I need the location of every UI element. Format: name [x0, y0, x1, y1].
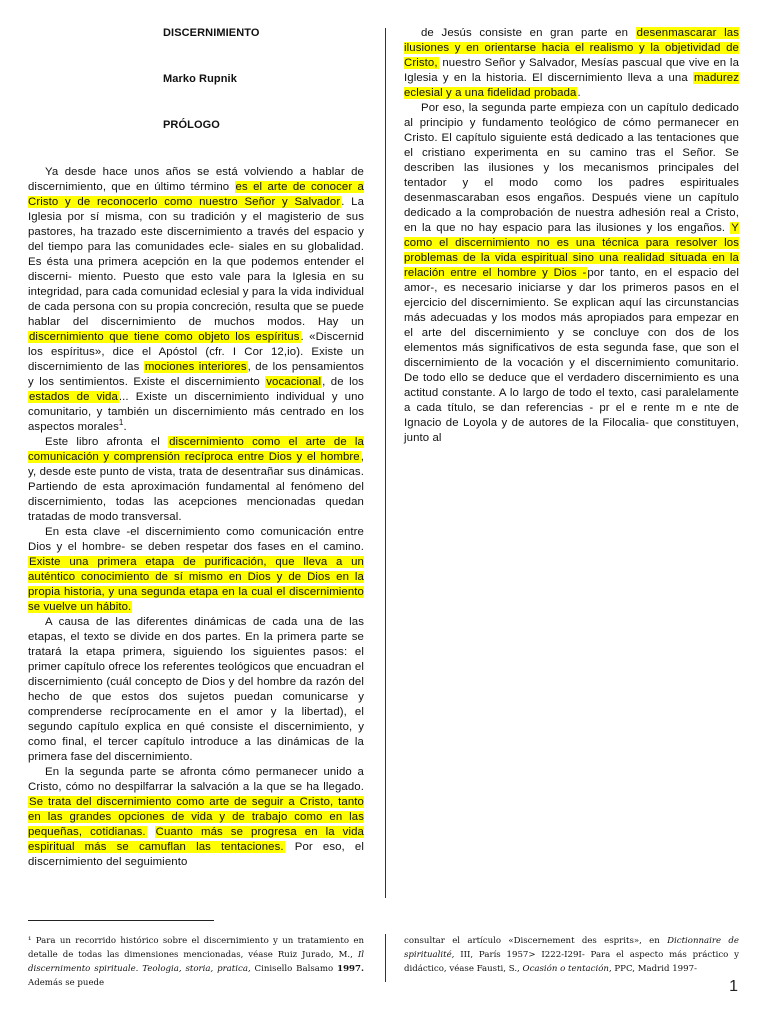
footnote-separator	[28, 920, 214, 921]
footnote-reference: 1	[118, 418, 124, 428]
highlighted-text: Existe una primera etapa de purificación, que lleva a un auténtico conocimiento de sí mismo en Dios y de Dios en la propia historia, y una segunda etapa en la cual el discernimiento se vuelve un hábito.	[28, 556, 364, 613]
page-number: 1	[729, 978, 738, 995]
column-divider	[385, 28, 386, 898]
footnote-right	[404, 934, 739, 976]
document-title: DISCERNIMIENTO	[163, 27, 260, 39]
highlighted-text: discernimiento como el arte de la comunicación y comprensión recíproca entre Dios y el hombre	[28, 436, 364, 463]
paragraph	[28, 615, 364, 765]
text-run: por tanto, en el espacio del amor-, es necesario iniciarse y dar los primeros pasos en el ejercicio del discernimiento. Se explican aquí las circunstancias más adecuadas y los modos más apropiados para empezar en el arte del discernimiento y se concluye con dos de los elementos más significativos de esta segunda fase, que son el discernimiento de la vocación y el discernimiento comunitario. De todo ello se deduce que el verdadero discernimiento es una actitud constante. A lo largo de todo el texto, casi paralelamente a cada título, se dan referencias - pr el e rente m e nte de Ignacio de Loyola y de autores de la Filocalia- que constituyen, junto al	[404, 267, 739, 444]
text-run	[147, 826, 155, 838]
right-column	[404, 26, 739, 446]
highlighted-text: desenmascarar las ilusiones y en orientarse hacia el realismo y la objetividad de Cristo,	[404, 27, 739, 69]
highlighted-text: discernimiento que tiene como objeto los espíritus	[29, 331, 300, 343]
text-run: Cinisello Balsamo	[250, 964, 338, 974]
text-run: , de los pensamientos y los sentimientos. Existe el discernimiento	[28, 361, 364, 388]
paragraph	[404, 26, 739, 101]
text-run: .	[577, 87, 581, 99]
text-run: nuestro Señor y Salvador, Mesías pascual que vive en la Iglesia y en la historia. El discernimiento lleva a una	[404, 57, 739, 84]
text-run: .	[123, 421, 127, 433]
section-heading: PRÓLOGO	[163, 119, 220, 131]
text-run: A causa de las diferentes dinámicas de cada una de las etapas, el texto se divide en dos partes. En la primera parte se tratará la etapa primera, siguiendo los siguientes pasos: el primer capítulo ofrece los referentes teológicos que encuadran el discernimiento (cuál concepto de Dios y del hombre da razón del hecho de que estos dos sujetos puedan comunicarse y comprenderse recíprocamente en el amor y la libertad), el segundo capítulo explica en qué consiste el discernimiento, y como final, el tercer capítulo introduce a las dinámicas de la primera fase del discernimiento.	[28, 616, 364, 763]
text-run: Este libro afronta el	[45, 436, 169, 448]
text-run: En la segunda parte se afronta cómo permanecer unido a Cristo, cómo no despilfarrar la salvación a la que se ha llegado.	[28, 766, 364, 793]
text-run: ... Existe un discernimiento individual y uno comunitario, y también un discernimiento más centrado en los aspectos morales	[28, 391, 364, 433]
highlighted-text: Y como el discernimiento no es una técnica para resolver los problemas de la vida espiritual sino una realidad situada en la relación entre el hombre y Dios -	[404, 222, 739, 279]
footnote-column-divider	[385, 934, 386, 982]
author-name: Marko Rupnik	[163, 73, 237, 85]
text-run: de Jesús consiste en gran parte en	[421, 27, 636, 39]
text-run: III, París 1957> I222-I29I- Para el aspecto más práctico y didáctico, véase Fausti, S.,	[404, 950, 739, 974]
text-run: ¹ Para un recorrido histórico sobre el discernimiento y un tratamiento en detalle de todas las dimensiones mencionadas, véase Ruiz Jurado, M.,	[28, 936, 364, 960]
text-run: Además se puede	[28, 978, 105, 988]
highlighted-text: Cuanto más se progresa en la vida espiritual más se camuflan las tentaciones.	[28, 826, 364, 853]
highlighted-text: vocacional	[266, 376, 322, 388]
highlighted-text: mociones interiores	[144, 361, 247, 373]
text-run: Por eso, el discernimiento del seguimiento	[28, 841, 364, 868]
text-run: Ya desde hace unos años se está volviendo a hablar de discernimiento, que en último término	[28, 166, 364, 193]
text-run: . «Discernid los espíritus», dice el Apóstol (cfr. I Cor 12,io). Existe un discernimiento de las	[28, 331, 364, 373]
italic-text: Il discernimento spirituale. Teologia, storia, pratica,	[28, 950, 364, 974]
paragraph	[28, 435, 364, 525]
highlighted-text: Se trata del discernimiento como arte de seguir a Cristo, tanto en las grandes opciones de vida y de trabajo como en las pequeñas, cotidianas.	[28, 796, 364, 838]
highlighted-text: madurez eclesial y a una fidelidad probada	[404, 72, 739, 99]
bold-text: 1997.	[337, 964, 365, 974]
text-run: En esta clave -el discernimiento como comunicación entre Dios y el hombre- se deben respetar dos fases en el camino.	[28, 526, 364, 553]
text-run: Por eso, la segunda parte empieza con un capítulo dedicado al principio y fundamento teológico de cómo permanecer en Cristo. El capítulo siguiente está dedicado a las tentaciones que el cristiano experimenta en su camino tras el Señor. Se describen las ilusiones y los mecanismos principales del tentador y el modo como los padres espirituales desenmascaraban esos engaños. Después viene un capítulo dedicado a la comprobación de nuestra adhesión real a Cristo, en la que no hay espacio para las ilusiones y los engaños.	[404, 102, 739, 234]
highlighted-text: es el arte de conocer a Cristo y de reconocerlo como nuestro Señor y Salvador	[28, 181, 364, 208]
left-column	[28, 26, 364, 870]
paragraph	[28, 525, 364, 615]
footnote-left	[28, 934, 364, 990]
paragraph	[28, 765, 364, 870]
right-column-body	[404, 26, 739, 446]
highlighted-text: estados de vida	[29, 391, 118, 403]
paragraph	[28, 165, 364, 435]
text-run: , y, desde este punto de vista, trata de desentrañar sus dinámicas. Partiendo de esta aproximación fundamental al fenómeno del discernimiento, todas las acepciones mencionadas quedan tratadas de modo transversal.	[28, 451, 364, 523]
text-run: . La Iglesia por sí misma, con su tradición y el magisterio de sus pastores, ha trazado este discernimiento a través del espacio y del tiempo para las comunidades ecle- siales en su globalidad. Es ésta una primera acepción en la que podemos entender el discerni- miento. Puesto que esto vale para la Iglesia en su integridad, para cada comunidad eclesial y para la vida individual de cada persona con su propia concreción, resulta que se puede hablar del discernimiento de muchos modos. Hay un	[28, 196, 365, 328]
italic-text: Ocasión o tentación,	[522, 964, 612, 974]
paragraph	[404, 101, 739, 446]
left-column-body	[28, 165, 364, 870]
text-run: consultar el artículo «Discernement des esprits», en	[404, 936, 668, 946]
text-run: PPC, Madrid 1997-	[611, 964, 697, 974]
italic-text: Dictionnaire de spiritualité,	[404, 936, 739, 960]
text-run: , de los	[322, 376, 364, 388]
